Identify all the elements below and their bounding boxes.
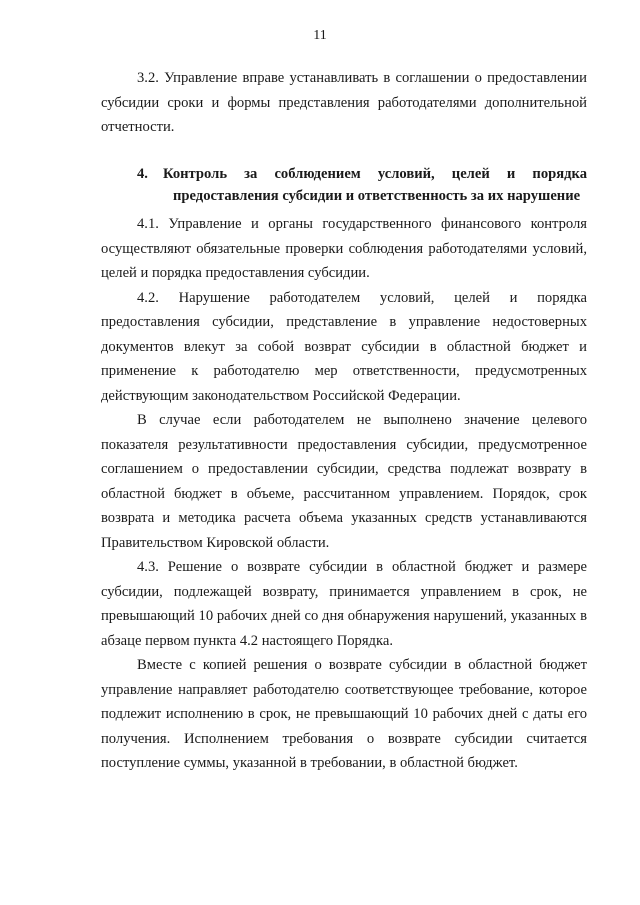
heading-title-part-1: Контроль за соблюдением условий, целей и порядка: [163, 166, 587, 182]
heading-number: 4.: [137, 166, 148, 182]
heading-title-part-2: предоставления субсидии и ответственность за их нарушение: [173, 188, 581, 204]
paragraph-3-2: 3.2. Управление вправе устанавливать в соглашении о предоставлении субсидии сроки и формы представления работодателями дополнительной отчетности.: [101, 70, 587, 135]
paragraph-4-2-continued: В случае если работодателем не выполнено значение целевого показателя результативности предоставления субсидии, предусмотренное соглашением о предоставлении субсидии, средства подлежат возврату в областной бюджет в объеме, рассчитанном управлением. Порядок, срок возврата и методика расчета объема указанных средств устанавливаются Правительством Кировской области.: [101, 412, 587, 551]
heading-line-1: [101, 163, 587, 185]
section-4-heading: [101, 163, 587, 207]
page-number: 11: [313, 28, 327, 43]
section-3-2: [101, 66, 587, 140]
paragraph-4-1: 4.1. Управление и органы государственного финансового контроля осуществляют обязательные проверки соблюдения работодателями условий, целей и порядка предоставления субсидии.: [101, 216, 587, 281]
section-4-body: [101, 212, 587, 776]
paragraph-4-2: 4.2. Нарушение работодателем условий, целей и порядка предоставления субсидии, представление в управление недостоверных документов влекут за собой возврат субсидии в областной бюджет и применение к работодателю мер ответственности, предусмотренных действующим законодательством Российской Федерации.: [101, 289, 587, 404]
paragraph-4-3-continued: Вместе с копией решения о возврате субсидии в областной бюджет управление направляет работодателю соответствующее требование, которое подлежит исполнению в срок, не превышающий 10 рабочих дней с даты его получения. Исполнением требования о возврате субсидии считается поступление суммы, указанной в требовании, в областной бюджет.: [101, 657, 587, 771]
paragraph-4-3: 4.3. Решение о возврате субсидии в областной бюджет и размере субсидии, подлежащей возврату, принимается управлением в срок, не превышающий 10 рабочих дней со дня обнаружения нарушений, указанных в абзаце первом пункта 4.2 настоящего Порядка.: [101, 559, 587, 649]
